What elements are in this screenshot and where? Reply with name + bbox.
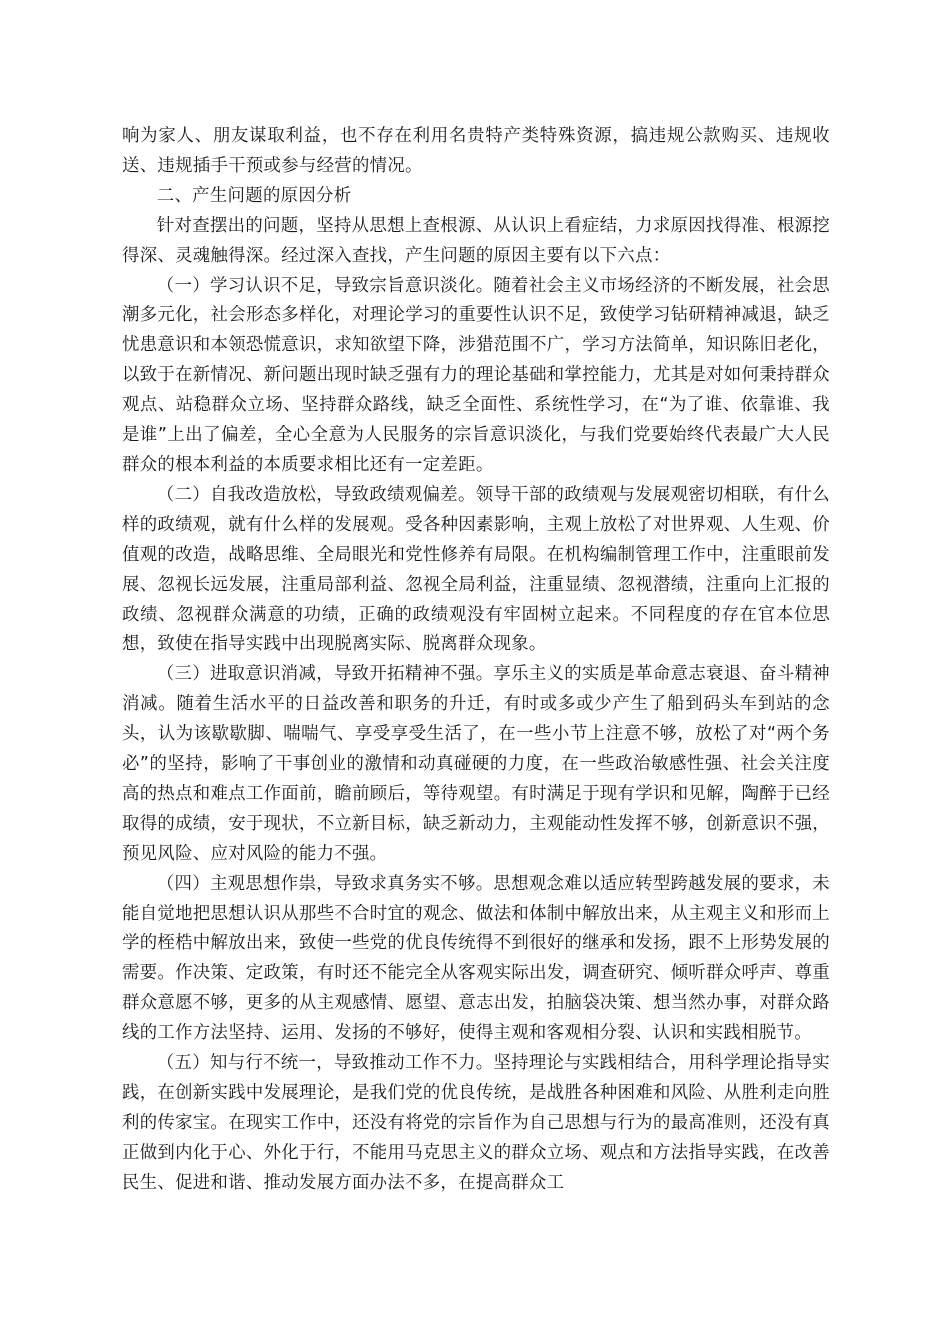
- document-page: [122, 122, 830, 1199]
- paragraph-reason-5: （五）知与行不统一，导致推动工作不力。坚持理论与实践相结合，用科学理论指导实践，在创新实践中发展理论，是我们党的优良传统，是战胜各种困难和风险、从胜利走向胜利的传家宝。在现实工作中，还没有将党的宗旨作为自己思想与行为的最高准则，还没有真正做到内化于心、外化于行，不能用马克思主义的群众立场、观点和方法指导实践，在改善民生、促进和谐、推动发展方面办法不多，在提高群众工: [122, 1053, 830, 1193]
- paragraph-reason-4: （四）主观思想作祟，导致求真务实不够。思想观念难以适应转型跨越发展的要求，未能自觉地把思想认识从那些不合时宜的观念、做法和体制中解放出来，从主观主义和形而上学的桎梏中解放出来，致使一些党的优良传统得不到很好的继承和发扬，跟不上形势发展的需要。作决策、定政策，有时还不能完全从客观实际出发，调查研究、倾听群众呼声、尊重群众意愿不够，更多的从主观感情、愿望、意志出发，拍脑袋决策、想当然办事，对群众路线的工作方法坚持、运用、发扬的不够好，使得主观和客观相分裂、认识和实践相脱节。: [122, 873, 830, 1044]
- paragraph-reason-1: （一）学习认识不足，导致宗旨意识淡化。随着社会主义市场经济的不断发展，社会思潮多元化，社会形态多样化，对理论学习的重要性认识不足，致使学习钻研精神减退，缺乏忧患意识和本领恐慌意识，求知欲望下降，涉猎范围不广，学习方法简单，知识陈旧老化，以致于在新情况、新问题出现时缺乏强有力的理论基础和掌控能力，尤其是对如何秉持群众观点、站稳群众立场、坚持群众路线，缺乏全面性、系统性学习，在“为了谁、依靠谁、我是谁”上出了偏差，全心全意为人民服务的宗旨意识淡化，与我们党要始终代表最广大人民群众的根本利益的本质要求相比还有一定差距。: [122, 275, 830, 475]
- paragraph-reason-3: （三）进取意识消减，导致开拓精神不强。享乐主义的实质是革命意志衰退、奋斗精神消减。随着生活水平的日益改善和职务的升迁，有时或多或少产生了船到码头车到站的念头，认为该歇歇脚、喘喘气、享受享受生活了，在一些小节上注意不够，放松了对“两个务必”的坚持，影响了干事创业的激情和动真碰硬的力度，在一些政治敏感性强、社会关注度高的热点和难点工作面前，瞻前顾后，等待观望。有时满足于现有学识和见解，陶醉于已经取得的成绩，安于现状，不立新目标，缺乏新动力，主观能动性发挥不够，创新意识不强，预见风险、应对风险的能力不强。: [122, 664, 830, 864]
- section-heading: 二、产生问题的原因分析: [156, 185, 352, 206]
- paragraph-intro: 针对查摆出的问题，坚持从思想上查根源、从认识上看症结，力求原因找得准、根源挖得深、灵魂触得深。经过深入查找，产生问题的原因主要有以下六点：: [122, 215, 830, 266]
- paragraph-reason-2: （二）自我改造放松，导致政绩观偏差。领导干部的政绩观与发展观密切相联，有什么样的政绩观，就有什么样的发展观。受各种因素影响，主观上放松了对世界观、人生观、价值观的改造，战略思维、全局眼光和党性修养有局限。在机构编制管理工作中，注重眼前发展、忽视长远发展，注重局部利益、忽视全局利益，注重显绩、忽视潜绩，注重向上汇报的政绩、忽视群众满意的功绩，正确的政绩观没有牢固树立起来。不同程度的存在官本位思想，致使在指导实践中出现脱离实际、脱离群众现象。: [122, 484, 830, 655]
- paragraph-continued: 响为家人、朋友谋取利益，也不存在利用名贵特产类特殊资源，搞违规公款购买、违规收送、违规插手干预或参与经营的情况。: [122, 126, 830, 176]
